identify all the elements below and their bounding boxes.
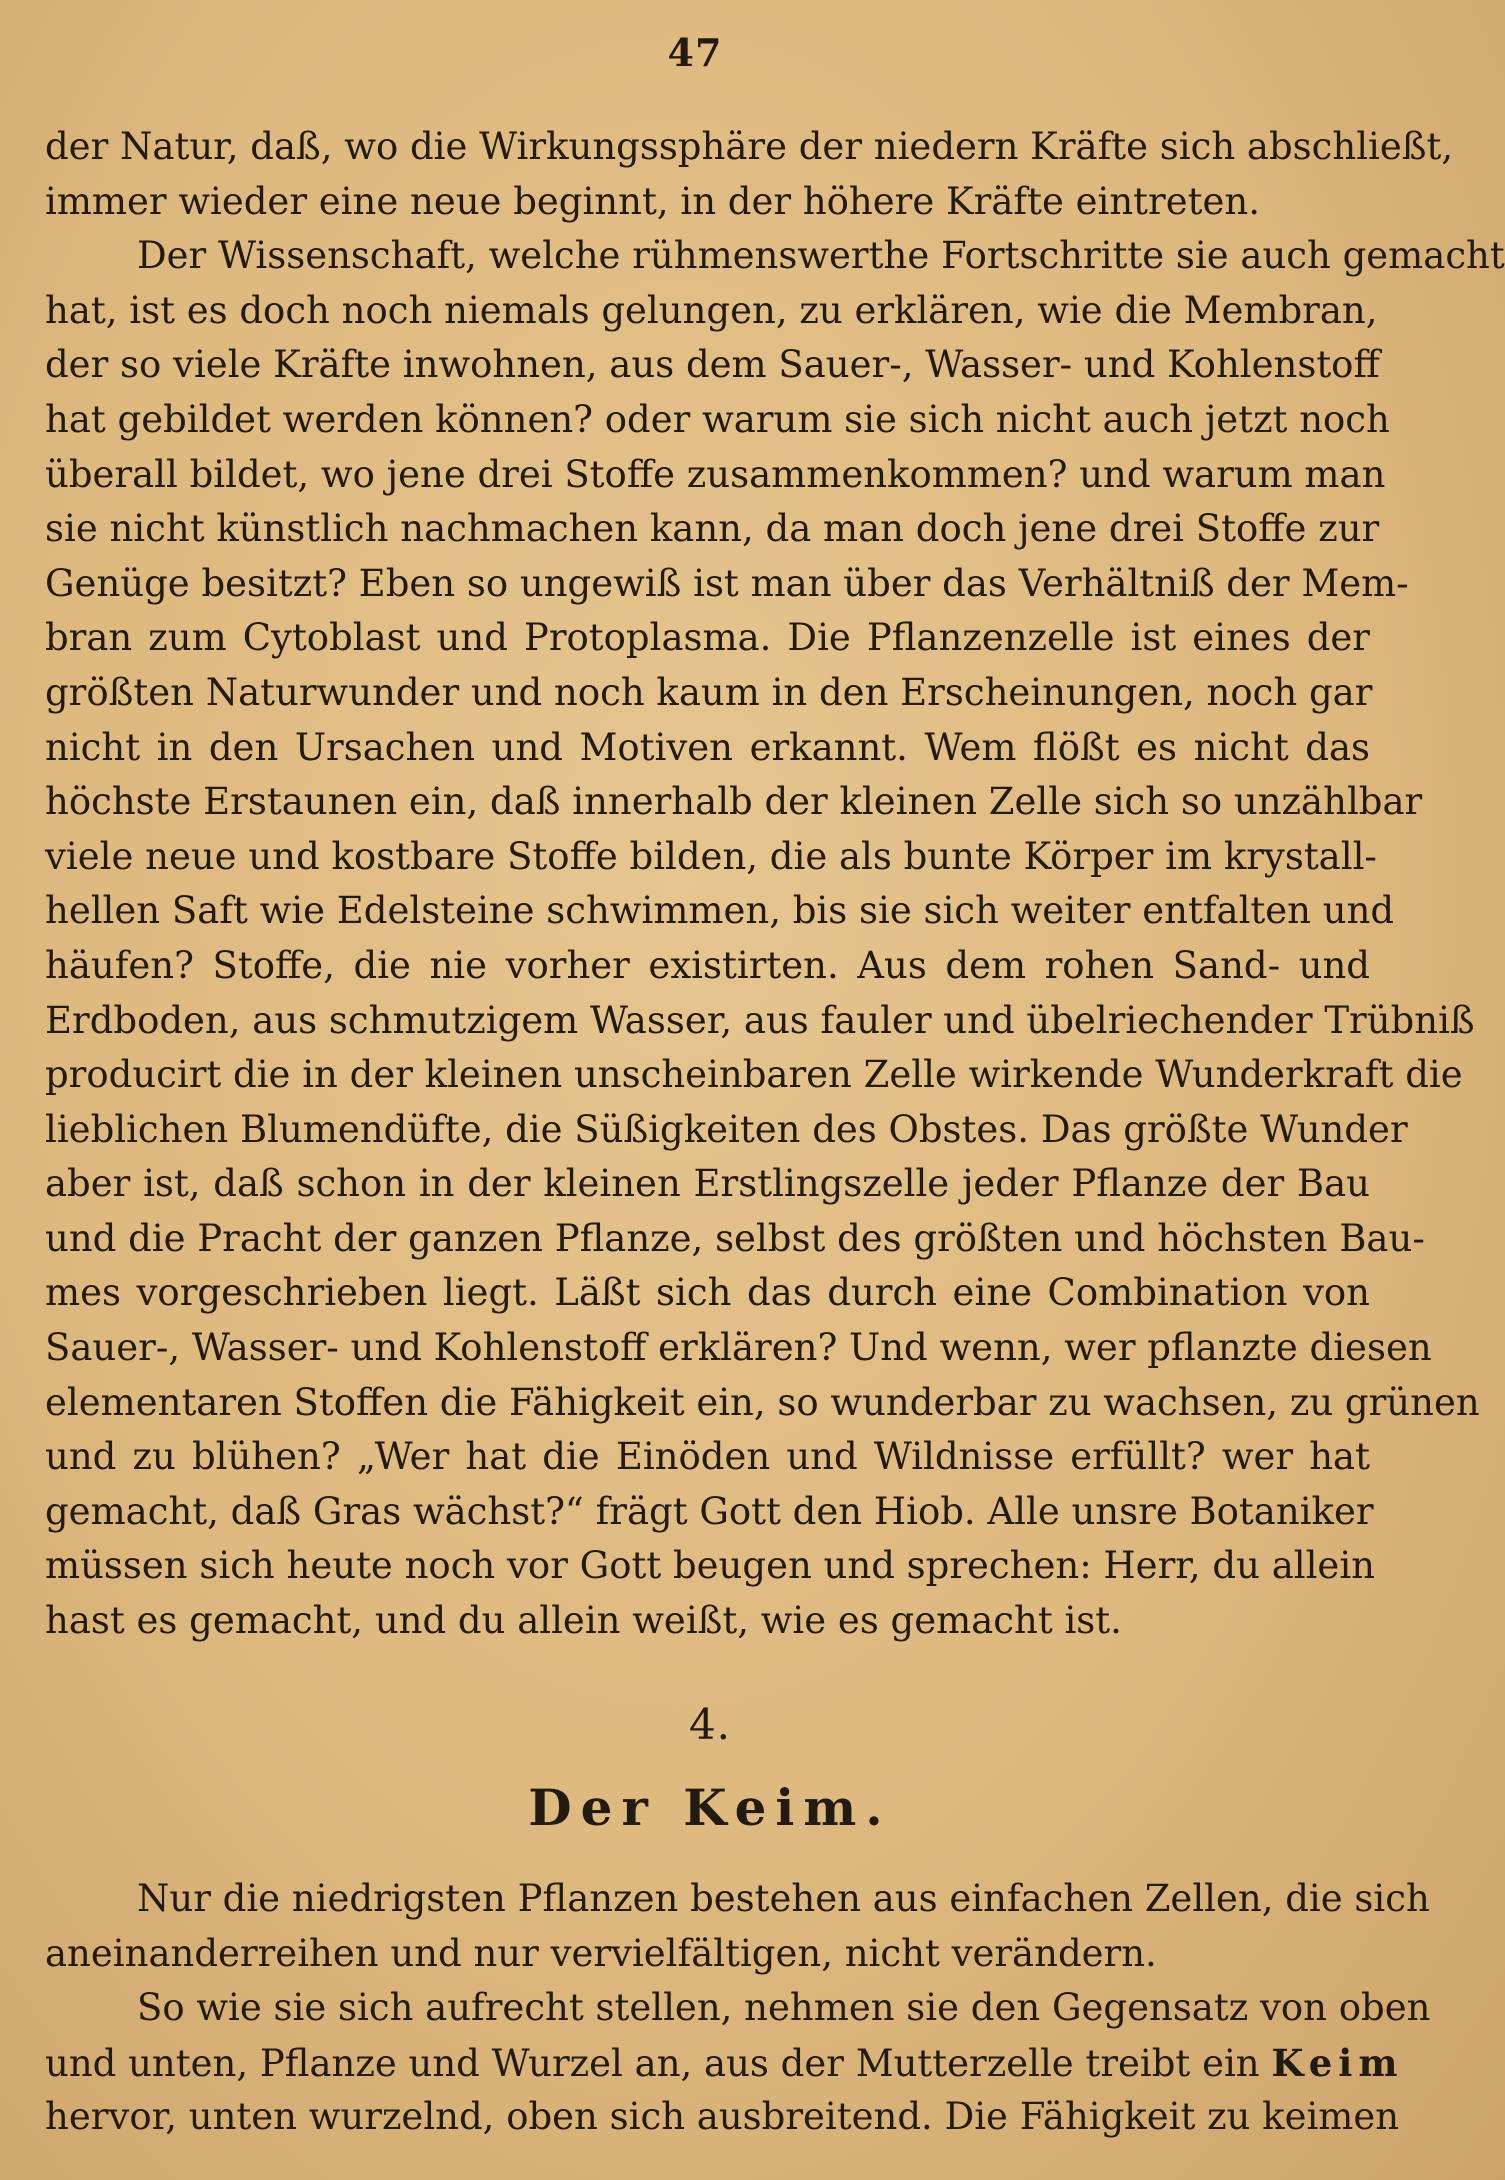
text-line: Erdboden, aus schmutzigem Wasser, aus fauler und übelriechender Trübniß: [45, 998, 1475, 1042]
text-line-with-emphasis: [45, 2036, 1404, 2091]
text-line: mes vorgeschrieben liegt. Läßt sich das durch eine Combination von: [45, 1271, 1370, 1315]
text-line: aneinanderreihen und nur vervielfältigen, nicht verändern.: [45, 1931, 1157, 1975]
text-line: größten Naturwunder und noch kaum in den Erscheinungen, noch gar: [45, 670, 1373, 714]
text-line: der so viele Kräfte inwohnen, aus dem Sauer-, Wasser- und Kohlenstoff: [45, 343, 1380, 387]
text-line: hat, ist es doch noch niemals gelungen, zu erklären, wie die Membran,: [45, 288, 1378, 332]
text-line: nicht in den Ursachen und Motiven erkannt. Wem flößt es nicht das: [45, 725, 1370, 769]
text-line: müssen sich heute noch vor Gott beugen und sprechen: Herr, du allein: [45, 1544, 1375, 1588]
text-line: lieblichen Blumendüfte, die Süßigkeiten des Obstes. Das größte Wunder: [45, 1107, 1408, 1151]
text-line: Genüge besitzt? Eben so ungewiß ist man über das Verhältniß der Mem-: [45, 561, 1409, 605]
text-line: höchste Erstaunen ein, daß innerhalb der kleinen Zelle sich so unzählbar: [45, 780, 1423, 824]
text-line: Der Wissenschaft, welche rühmenswerthe Fortschritte sie auch gemacht: [137, 234, 1505, 278]
text-line: gemacht, daß Gras wächst?“ frägt Gott den Hiob. Alle unsre Botaniker: [45, 1489, 1374, 1533]
text-segment: und unten, Pflanze und Wurzel an, aus der Mutterzelle treibt ein: [45, 2041, 1260, 2085]
text-line: elementaren Stoffen die Fähigkeit ein, so wunderbar zu wachsen, zu grünen: [45, 1380, 1480, 1424]
text-line: hast es gemacht, und du allein weißt, wie es gemacht ist.: [45, 1599, 1122, 1643]
text-line: immer wieder eine neue beginnt, in der höhere Kräfte eintreten.: [45, 179, 1260, 223]
text-line: viele neue und kostbare Stoffe bilden, die als bunte Körper im krystall-: [45, 834, 1377, 878]
text-line: sie nicht künstlich nachmachen kann, da man doch jene drei Stoffe zur: [45, 507, 1380, 551]
text-line: und zu blühen? „Wer hat die Einöden und Wildnisse erfüllt? wer hat: [45, 1435, 1370, 1479]
text-line: Sauer-, Wasser- und Kohlenstoff erklären? Und wenn, wer pflanzte diesen: [45, 1326, 1432, 1370]
text-block-top: [45, 120, 1505, 1649]
text-line: Nur die niedrigsten Pflanzen bestehen aus einfachen Zellen, die sich: [137, 1877, 1430, 1920]
text-line: hellen Saft wie Edelsteine schwimmen, bis sie sich weiter entfalten und: [45, 889, 1395, 933]
text-line: hervor, unten wurzelnd, oben sich ausbreitend. Die Fähigkeit zu keimen: [45, 2095, 1400, 2139]
text-line: So wie sie sich aufrecht stellen, nehmen sie den Gegensatz von oben: [137, 1986, 1431, 2030]
page-number: 47: [667, 30, 723, 75]
text-line: überall bildet, wo jene drei Stoffe zusammenkommen? und warum man: [45, 452, 1386, 496]
emphasized-word: Keim: [1271, 2040, 1404, 2085]
text-line: producirt die in der kleinen unscheinbaren Zelle wirkende Wunderkraft die: [45, 1053, 1463, 1097]
text-line: hat gebildet werden können? oder warum sie sich nicht auch jetzt noch: [45, 397, 1390, 441]
section-title: Der Keim.: [528, 1778, 892, 1837]
text-block-bottom: [45, 1872, 1431, 2145]
text-line: der Natur, daß, wo die Wirkungssphäre der niedern Kräfte sich abschließt,: [45, 125, 1454, 168]
text-line: und die Pracht der ganzen Pflanze, selbst des größten und höchsten Bau-: [45, 1216, 1425, 1260]
text-line: bran zum Cytoblast und Protoplasma. Die Pflanzenzelle ist eines der: [45, 616, 1370, 660]
text-line: aber ist, daß schon in der kleinen Erstlingszelle jeder Pflanze der Bau: [45, 1162, 1370, 1206]
section-number: 4.: [688, 1700, 732, 1749]
text-line: häufen? Stoffe, die nie vorher existirten. Aus dem rohen Sand- und: [45, 943, 1370, 987]
